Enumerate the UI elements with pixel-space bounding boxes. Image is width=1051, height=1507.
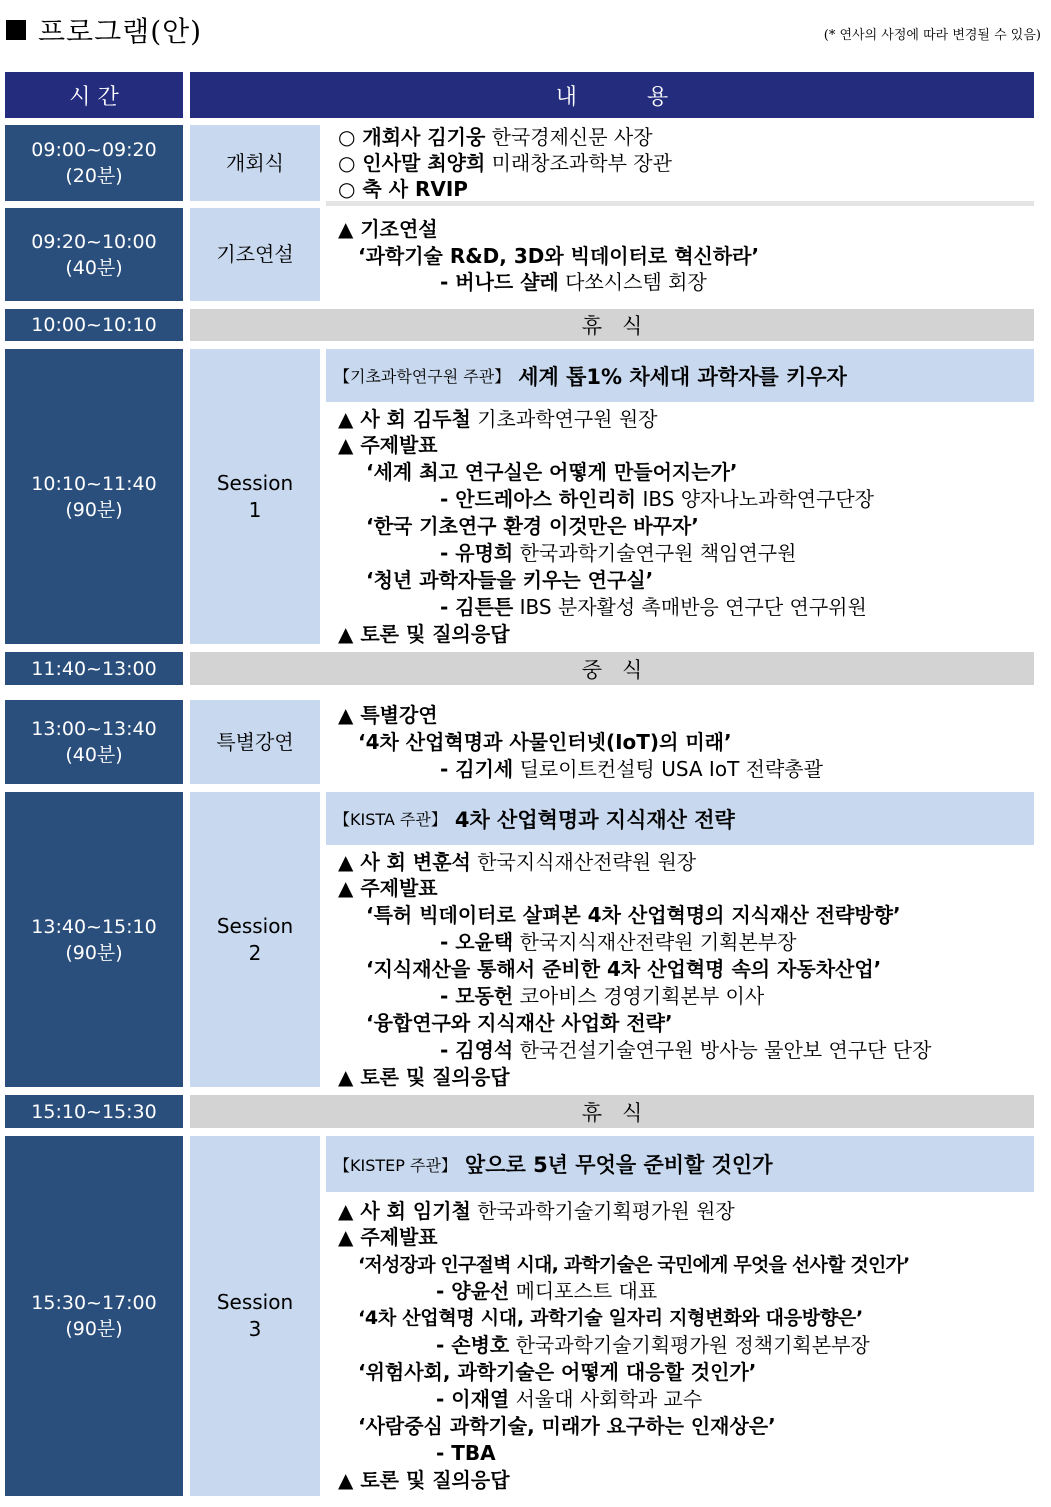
session-title-band	[326, 1136, 1034, 1192]
line-bold: ▲ 토론 및 질의응답	[338, 1065, 510, 1089]
duration: (90분)	[65, 941, 123, 964]
line-text: 한국건설기술연구원 방사능 물안보 연구단 단장	[513, 1038, 932, 1062]
session-label	[190, 1136, 320, 1496]
program-line	[436, 1386, 702, 1412]
header-content-label: 내 용	[555, 84, 669, 110]
session-label-text: Session	[216, 1290, 294, 1314]
square-bullet-icon	[6, 20, 26, 40]
line-text: 코아비스 경영기획본부 이사	[513, 984, 765, 1008]
session-number: 2	[248, 940, 262, 965]
break-label: 휴 식	[581, 1100, 643, 1125]
time-cell	[5, 700, 183, 784]
line-bold: - 이재열	[436, 1387, 510, 1411]
session-label	[190, 700, 320, 784]
line-bold: ▲ 특별강연	[338, 703, 438, 727]
time-range: 13:00~13:40	[31, 718, 157, 740]
session-title-band	[326, 349, 1034, 402]
line-bold: - 모동헌	[440, 984, 514, 1008]
program-line	[358, 1413, 776, 1439]
time-range: 10:10~11:40	[31, 472, 157, 495]
line-bold: ‘한국 기초연구 환경 이것만은 바꾸자’	[366, 514, 699, 538]
program-line	[436, 1440, 496, 1466]
line-text: 한국과학기술기획평가원 원장	[470, 1199, 735, 1223]
organizer: 【KISTEP 주관】	[334, 1155, 457, 1175]
time-range: 09:20~10:00	[31, 230, 157, 253]
program-line	[436, 1278, 657, 1304]
line-bold: ▲ 주제발표	[338, 1225, 438, 1249]
break-row	[190, 309, 1034, 341]
session-label	[190, 349, 320, 644]
break-label: 중 식	[581, 657, 643, 682]
line-bold: ▲ 토론 및 질의응답	[338, 622, 510, 646]
line-bold: ‘특허 빅데이터로 살펴본 4차 산업혁명의 지식재산 전략방향’	[366, 903, 901, 927]
break-row	[190, 652, 1034, 685]
session-label	[190, 792, 320, 1087]
program-line	[366, 956, 881, 982]
session-number: 3	[248, 1317, 262, 1341]
line-text: IBS 분자활성 촉매반응 연구단 연구위원	[513, 595, 867, 619]
time-cell	[5, 125, 183, 201]
program-line	[338, 1467, 510, 1493]
line-bold: ‘위험사회, 과학기술은 어떻게 대응할 것인가’	[358, 1360, 757, 1384]
session-label-text: Session	[216, 470, 294, 495]
line-bold: ▲ 토론 및 질의응답	[338, 1468, 510, 1492]
line-bold: ‘저성장과 인구절벽 시대, 과학기술은 국민에게 무엇을 선사할 것인가’	[358, 1254, 910, 1276]
page-title	[6, 10, 202, 50]
session-label-text: 개회식	[226, 150, 284, 175]
line-text: 딜로이트컨설팅 USA IoT 전략총괄	[513, 757, 823, 781]
program-line	[440, 929, 796, 955]
line-bold: ○ 인사말 최양희	[338, 151, 486, 175]
program-line	[338, 216, 438, 242]
time-cell	[5, 208, 183, 301]
program-line	[338, 849, 696, 875]
line-bold: - 김튼튼	[440, 595, 514, 619]
session-title: 앞으로 5년 무엇을 준비할 것인가	[464, 1153, 773, 1177]
session-label	[190, 208, 320, 301]
program-line	[366, 567, 653, 593]
program-line	[366, 513, 699, 539]
time-range: 15:10~15:30	[31, 1100, 157, 1123]
program-line	[338, 621, 510, 647]
time-cell	[5, 792, 183, 1087]
break-row	[190, 1095, 1034, 1128]
header-time-label: 시 간	[69, 84, 119, 110]
line-bold: ‘사람중심 과학기술, 미래가 요구하는 인재상은’	[358, 1414, 776, 1438]
line-text: 메디포스트 대표	[509, 1279, 658, 1303]
header-content	[190, 72, 1034, 118]
line-bold: - 김영석	[440, 1038, 514, 1062]
program-line	[440, 594, 867, 620]
program-line	[338, 1064, 510, 1090]
break-label: 휴 식	[581, 314, 643, 338]
time-cell	[5, 309, 183, 341]
line-bold: ▲ 기조연설	[338, 217, 438, 241]
program-line	[358, 1359, 756, 1385]
program-line	[440, 486, 874, 512]
session-label-text: 특별강연	[216, 729, 294, 754]
line-text: 한국과학기술기획평가원 정책기획본부장	[509, 1333, 870, 1357]
program-line	[436, 1332, 870, 1358]
program-line	[358, 243, 759, 269]
line-text: 한국지식재산전략원 기획본부장	[513, 930, 797, 954]
program-line	[440, 540, 796, 566]
time-cell	[5, 349, 183, 644]
duration: (40분)	[65, 744, 123, 766]
program-line	[338, 432, 438, 458]
line-text: IBS 양자나노과학연구단장	[636, 487, 874, 511]
time-cell	[5, 1095, 183, 1128]
time-cell	[5, 1136, 183, 1496]
duration: (40분)	[65, 256, 123, 279]
line-bold: - TBA	[436, 1441, 496, 1465]
program-line	[358, 1252, 909, 1278]
program-line	[338, 875, 438, 901]
line-bold: - 손병호	[436, 1333, 510, 1357]
line-bold: ‘융합연구와 지식재산 사업화 전략’	[366, 1011, 673, 1035]
line-bold: - 김기세	[440, 757, 514, 781]
line-bold: ○ 축 사 RVIP	[338, 177, 468, 201]
line-bold: - 버나드 샬레	[440, 270, 559, 294]
organizer: 【KISTA 주관】	[334, 810, 447, 829]
change-notice: (* 연사의 사정에 따라 변경될 수 있음)	[823, 28, 1041, 43]
line-bold: - 오윤택	[440, 930, 514, 954]
program-line	[338, 150, 672, 176]
program-line	[338, 176, 468, 202]
header-time	[5, 72, 183, 118]
line-bold: ‘청년 과학자들을 키우는 연구실’	[366, 568, 654, 592]
program-line	[338, 1198, 735, 1224]
line-bold: ▲ 주제발표	[338, 876, 438, 900]
organizer: 【기초과학연구원 주관】	[334, 367, 511, 386]
time-range: 11:40~13:00	[31, 657, 157, 680]
line-text: 서울대 사회학과 교수	[509, 1387, 703, 1411]
line-bold: - 안드레아스 하인리히	[440, 487, 637, 511]
program-line	[338, 124, 653, 150]
line-text: 한국경제신문 사장	[485, 125, 653, 149]
program-line	[358, 1305, 863, 1331]
session-label	[190, 125, 320, 201]
program-line	[358, 729, 732, 755]
program-line	[366, 902, 901, 928]
program-line	[338, 702, 438, 728]
duration: (90분)	[65, 1318, 123, 1340]
program-line	[440, 269, 707, 295]
line-bold: ▲ 사 회 변훈석	[338, 850, 471, 874]
duration: (20분)	[65, 165, 123, 187]
program-line	[366, 1010, 673, 1036]
session-title: 세계 톱1% 차세대 과학자를 키우자	[518, 364, 847, 389]
session-title-band	[326, 792, 1034, 845]
line-text: 기초과학연구원 원장	[470, 407, 658, 431]
program-line	[440, 756, 823, 782]
session-number: 1	[248, 497, 262, 522]
line-bold: ‘4차 산업혁명과 사물인터넷(IoT)의 미래’	[358, 730, 732, 754]
line-bold: ▲ 사 회 김두철	[338, 407, 471, 431]
line-bold: ▲ 사 회 임기철	[338, 1199, 471, 1223]
program-line	[338, 1224, 438, 1250]
duration: (90분)	[65, 498, 123, 521]
session-label-text: 기조연설	[216, 242, 294, 266]
line-text: 다쏘시스템 회장	[558, 270, 707, 294]
line-bold: ‘과학기술 R&D, 3D와 빅데이터로 혁신하라’	[358, 244, 760, 268]
time-range: 13:40~15:10	[31, 915, 157, 938]
time-range: 09:00~09:20	[31, 139, 157, 161]
program-line	[440, 1037, 931, 1063]
session-title: 4차 산업혁명과 지식재산 전략	[454, 807, 735, 832]
line-text: 미래창조과학부 장관	[485, 151, 672, 175]
line-bold: ‘세계 최고 연구실은 어떻게 만들어지는가’	[366, 460, 738, 484]
session-label-text: Session	[216, 913, 294, 938]
line-bold: - 양윤선	[436, 1279, 510, 1303]
program-line	[338, 406, 657, 432]
line-text: 한국지식재산전략원 원장	[470, 850, 697, 874]
program-line	[440, 983, 764, 1009]
line-text: 한국과학기술연구원 책임연구원	[513, 541, 797, 565]
time-range: 15:30~17:00	[31, 1292, 157, 1314]
page-title-text: 프로그램(안)	[38, 15, 203, 48]
line-bold: - 유명희	[440, 541, 514, 565]
time-cell	[5, 652, 183, 685]
line-bold: ‘4차 산업혁명 시대, 과학기술 일자리 지형변화와 대응방향은’	[358, 1307, 863, 1329]
time-range: 10:00~10:10	[31, 314, 157, 336]
line-bold: ○ 개회사 김기웅	[338, 125, 486, 149]
program-line	[366, 459, 738, 485]
line-bold: ‘지식재산을 통해서 준비한 4차 산업혁명 속의 자동차산업’	[366, 957, 882, 981]
line-bold: ▲ 주제발표	[338, 433, 438, 457]
